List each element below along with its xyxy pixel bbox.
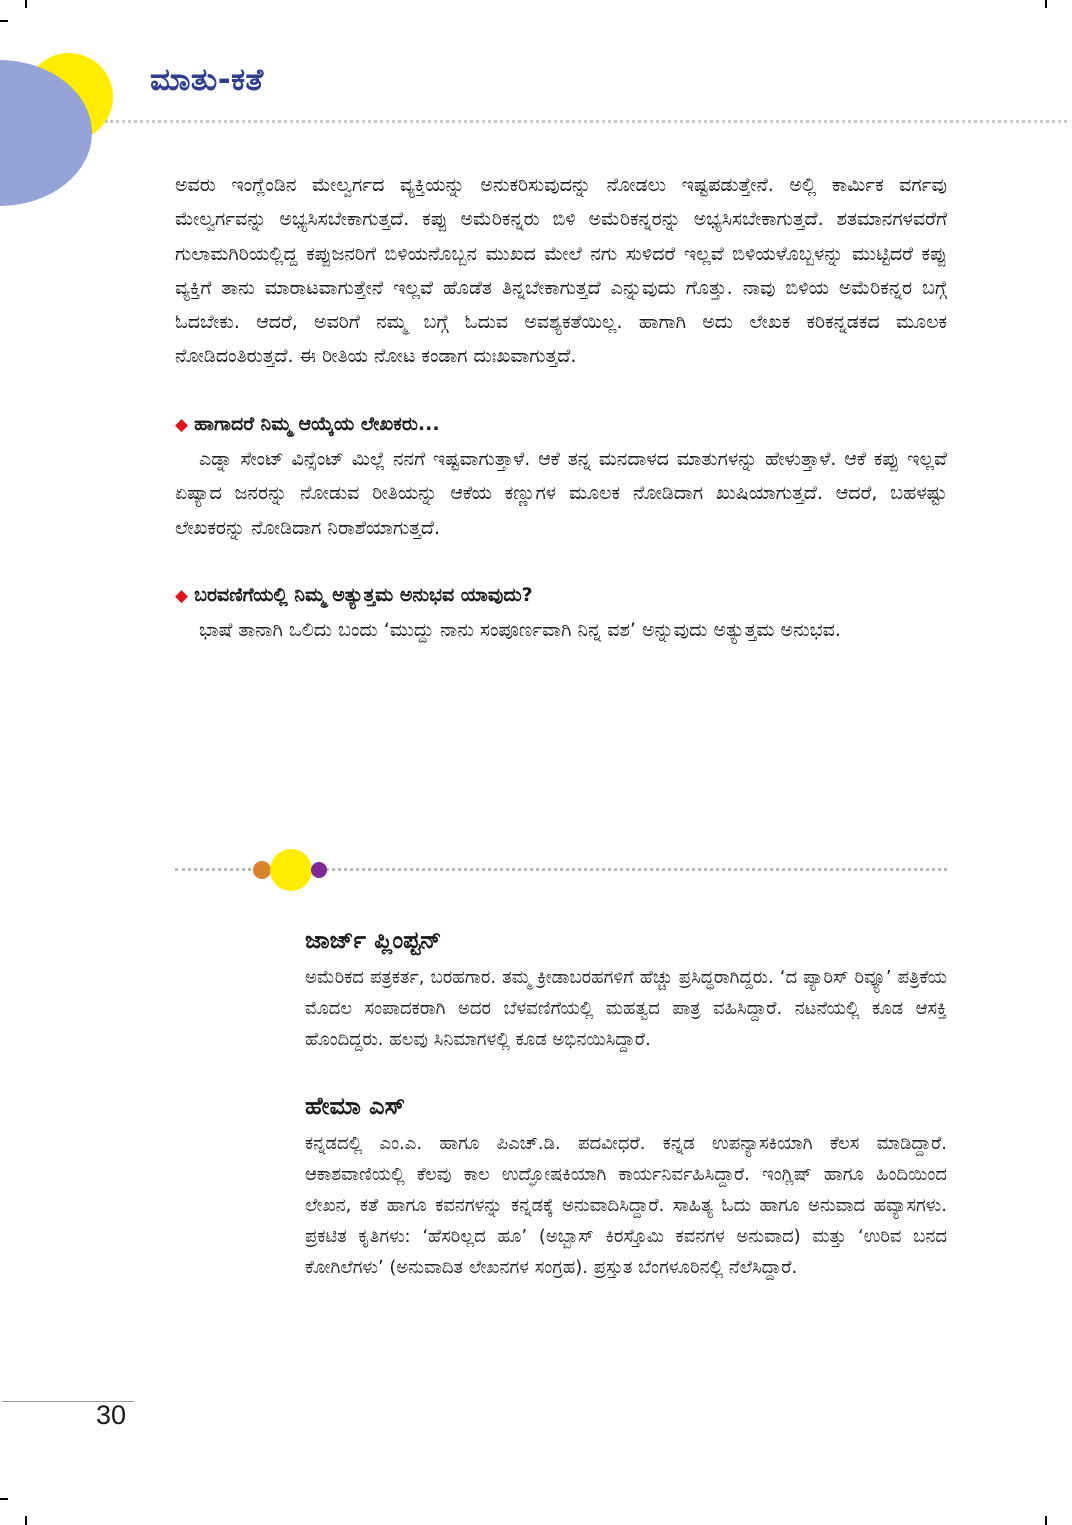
bio-text: ಅಮೆರಿಕದ ಪತ್ರಕರ್ತ, ಬರಹಗಾರ. ತಮ್ಮ ಕ್ರೀಡಾಬರಹಗಳಿಗೆ ಹೆಚ್ಚು ಪ್ರಸಿದ್ಧರಾಗಿದ್ದರು. ‘ದ ಪ್ಯಾರಿಸ್ ರಿವ್ಯೂ’ ಪತ್ರಿಕೆಯ ಮೊದಲ ಸಂಪಾದಕರಾಗಿ ಅದರ ಬೆಳವಣಿಗೆಯಲ್ಲಿ ಮಹತ್ವದ ಪಾತ್ರ ವಹಿಸಿದ್ದಾರೆ. ನಟನೆಯಲ್ಲಿ ಕೂಡ ಆಸಕ್ತಿ ಹೊಂದಿದ್ದರು. ಹಲವು ಸಿನಿಮಾಗಳಲ್ಲಿ ಕೂಡ ಅಭಿನಯಿಸಿದ್ದಾರೆ. [305,967,947,1051]
bio-translator [305,1086,947,1284]
red-diamond-bullet-icon: ◆ [175,585,189,606]
crop-mark-bottom-left [25,1516,27,1525]
page-number: 30 [96,1400,127,1430]
section-title: ಮಾತು-ಕತೆ [150,62,264,98]
crop-mark-left-top [0,20,8,22]
interview-answer: ಎಡ್ನಾ ಸೇಂಟ್ ವಿನ್ಸೆಂಟ್ ಮಿಲ್ಲೆ ನನಗೆ ಇಷ್ಟವಾಗುತ್ತಾಳೆ. ಆಕೆ ತನ್ನ ಮನದಾಳದ ಮಾತುಗಳನ್ನು ಹೇಳುತ್ತಾಳೆ. ಆಕೆ ಕಪ್ಪು ಇಲ್ಲವೆ ಏಷ್ಯಾದ ಜನರನ್ನು ನೋಡುವ ರೀತಿಯನ್ನು ಆಕೆಯ ಕಣ್ಣುಗಳ ಮೂಲಕ ನೋಡಿದಾಗ ಖುಷಿಯಾಗುತ್ತದೆ. ಆದರೆ, ಬಹಳಷ್ಟು ಲೇಖಕರನ್ನು ನೋಡಿದಾಗ ನಿರಾಶೆಯಾಗುತ್ತದೆ. [175,448,947,539]
bio-text: ಕನ್ನಡದಲ್ಲಿ ಎಂ.ಎ. ಹಾಗೂ ಪಿಎಚ್.ಡಿ. ಪದವೀಧರೆ. ಕನ್ನಡ ಉಪನ್ಯಾಸಕಿಯಾಗಿ ಕೆಲಸ ಮಾಡಿದ್ದಾರೆ. ಆಕಾಶವಾಣಿಯಲ್ಲಿ ಕೆಲವು ಕಾಲ ಉದ್ಘೋಷಕಿಯಾಗಿ ಕಾರ್ಯನಿರ್ವಹಿಸಿದ್ದಾರೆ. ಇಂಗ್ಲಿಷ್ ಹಾಗೂ ಹಿಂದಿಯಿಂದ ಲೇಖನ, ಕತೆ ಹಾಗೂ ಕವನಗಳನ್ನು ಕನ್ನಡಕ್ಕೆ ಅನುವಾದಿಸಿದ್ದಾರೆ. ಸಾಹಿತ್ಯ ಓದು ಹಾಗೂ ಅನುವಾದ ಹವ್ಯಾಸಗಳು. ಪ್ರಕಟಿತ ಕೃತಿಗಳು: ‘ಹೆಸರಿಲ್ಲದ ಹೂ’ (ಅಬ್ಬಾಸ್ ಕಿರಸ್ತೊಮಿ ಕವನಗಳ ಅನುವಾದ) ಮತ್ತು ‘ಉರಿವ ಬನದ ಕೋಗಿಲೆಗಳು’ (ಅನುವಾದಿತ ಲೇಖನಗಳ ಸಂಗ್ರಹ). ಪ್ರಸ್ತುತ ಬೆಂಗಳೂರಿನಲ್ಲಿ ನೆಲೆಸಿದ್ದಾರೆ. [305,1132,947,1279]
divider-orange-dot [253,861,271,879]
author-bios [305,920,947,1284]
interview-question [175,407,947,442]
interview-paragraph: ಅವರು ಇಂಗ್ಲೆಂಡಿನ ಮೇಲ್ವರ್ಗದ ವ್ಯಕ್ತಿಯನ್ನು ಅನುಕರಿಸುವುದನ್ನು ನೋಡಲು ಇಷ್ಟಪಡುತ್ತೇನೆ. ಅಲ್ಲಿ ಕಾರ್ಮಿಕ ವರ್ಗವು ಮೇಲ್ವರ್ಗವನ್ನು ಅಭ್ಯಸಿಸಬೇಕಾಗುತ್ತದೆ. ಕಪ್ಪು ಅಮೆರಿಕನ್ನರು ಬಿಳಿ ಅಮೆರಿಕನ್ನರನ್ನು ಅಭ್ಯಸಿಸಬೇಕಾಗುತ್ತದೆ. ಶತಮಾನಗಳವರೆಗೆ ಗುಲಾಮಗಿರಿಯಲ್ಲಿದ್ದ ಕಪ್ಪುಜನರಿಗೆ ಬಿಳಿಯನೊಬ್ಬನ ಮುಖದ ಮೇಲೆ ನಗು ಸುಳಿದರೆ ಇಲ್ಲವೆ ಬಿಳಿಯಳೊಬ್ಬಳನ್ನು ಮುಟ್ಟಿದರೆ ಕಪ್ಪು ವ್ಯಕ್ತಿಗೆ ತಾನು ಮಾರಾಟವಾಗುತ್ತೇನೆ ಇಲ್ಲವೆ ಹೊಡೆತ ತಿನ್ನಬೇಕಾಗುತ್ತದೆ ಎನ್ನುವುದು ಗೊತ್ತು. ನಾವು ಬಿಳಿಯ ಅಮೆರಿಕನ್ನರ ಬಗ್ಗೆ ಓದಬೇಕು. ಆದರೆ, ಅವರಿಗೆ ನಮ್ಮ ಬಗ್ಗೆ ಓದುವ ಅವಶ್ಯಕತೆಯಿಲ್ಲ. ಹಾಗಾಗಿ ಅದು ಲೇಖಕ ಕರಿಕನ್ನಡಕದ ಮೂಲಕ ನೋಡಿದಂತಿರುತ್ತದೆ. ಈ ರೀತಿಯ ನೋಟ ಕಂಡಾಗ ದುಃಖವಾಗುತ್ತದೆ. [175,174,947,368]
crop-mark-left-bottom [0,1498,8,1500]
interview-question [175,578,947,613]
red-diamond-bullet-icon: ◆ [175,414,189,435]
crop-mark-bottom-right [1045,1516,1047,1525]
divider-purple-dot [311,862,327,878]
bio-interviewee [305,920,947,1056]
bio-name: ಜಾರ್ಜ್ ಪ್ಲಿಂಪ್ಟನ್ [305,926,442,954]
header-dotted-rule [105,120,1067,123]
crop-mark-top-left [25,0,27,8]
divider-yellow-dot [270,849,312,891]
crop-mark-top-right [1045,0,1047,8]
question-text: ಬರವಣಿಗೆಯಲ್ಲಿ ನಿಮ್ಮ ಅತ್ಯುತ್ತಮ ಅನುಭವ ಯಾವುದು? [194,583,533,606]
interview-answer: ಭಾಷೆ ತಾನಾಗಿ ಒಲಿದು ಬಂದು ‘ಮುದ್ದು ನಾನು ಸಂಪೂರ್ಣವಾಗಿ ನಿನ್ನ ವಶ’ ಅನ್ನುವುದು ಅತ್ಯುತ್ತಮ ಅನುಭವ. [199,619,841,642]
question-text: ಹಾಗಾದರೆ ನಿಮ್ಮ ಆಯ್ಕೆಯ ಲೇಖಕರು... [194,412,440,435]
interview-body [175,168,947,648]
bio-name: ಹೇಮಾ ಎಸ್ [305,1091,406,1120]
